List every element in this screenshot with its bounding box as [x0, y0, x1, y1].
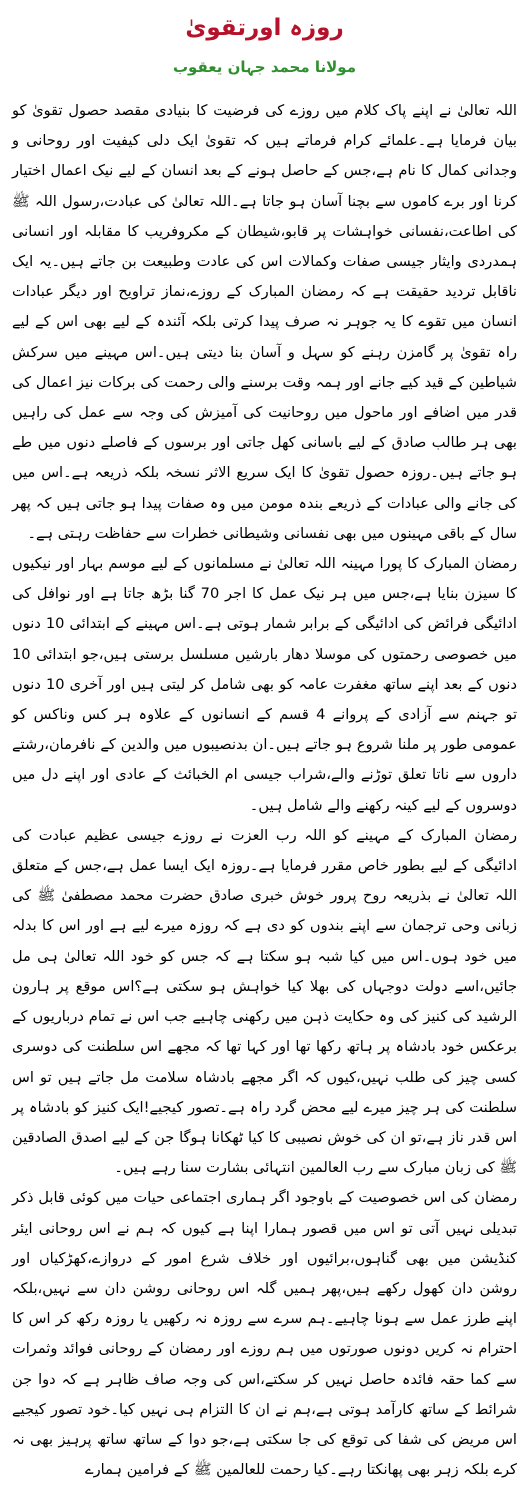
- author-name: مولانا محمد جہان یعقوب: [172, 58, 357, 76]
- paragraph-1: اللہ تعالیٰ نے اپنے پاک کلام میں روزے کی فرضیت کا بنیادی مقصد حصول تقویٰ کو بیان فرمایا ہے۔علمائے کرام فرماتے ہیں کہ تقویٰ ایک دلی کیفیت اور روحانی و وجدانی کمال کا نام ہے،جس کے حاصل ہونے کے بعد انسان کے لیے نیک اعمال اختیار کرنا اور برے کاموں سے بچنا آسان ہو جاتا ہے۔اللہ تعالیٰ کی عبادت،رسول اللہ ﷺ کی اطاعت،نفسانی خواہشات پر قابو،شیطان کے مکروفریب کا مقابلہ اور انسانی ہمدردی وایثار جیسی صفات وکمالات اس کی عادت وطبیعت بن جاتے ہیں۔یہ ایک ناقابل تردید حقیقت ہے کہ رمضان المبارک کے روزے،نماز تراویح اور دیگر عبادات انسان میں تقوے کا یہ جوہر نہ صرف پیدا کرتی بلکہ آئندہ کے لیے بھی اس کے لیے راہ تقویٰ پر گامزن رہنے کو سہل و آسان بنا دیتی ہیں۔اس مہینے میں سرکش شیاطین کے قید کیے جانے اور ہمہ وقت برسنے والی رحمت کی برکات نیز اعمال کی قدر میں اضافے اور ماحول میں روحانیت کی آمیزش کی وجہ سے عمل کی راہیں بھی ہر طالب صادق کے لیے باسانی کھل جاتی اور برسوں کے فاصلے دنوں میں طے ہو جاتے ہیں۔روزہ حصول تقویٰ کا ایک سریع الاثر نسخہ بلکہ ذریعہ ہے۔اس میں کی جانے والی عبادات کے ذریعے بندہ مومن میں وہ صفات پیدا ہو جاتی ہیں کہ پھر سال کے باقی مہینوں میں بھی نفسانی وشیطانی خطرات سے حفاظت رہتی ہے۔: [12, 102, 517, 542]
- paragraph-4: رمضان کی اس خصوصیت کے باوجود اگر ہماری اجتماعی حیات میں کوئی قابل ذکر تبدیلی نہیں آتی تو اس میں قصور ہمارا اپنا ہے کیوں کہ ہم نے اس روحانی ایئر کنڈیشن میں بھی گناہوں،برائیوں اور خلاف شرع امور کے دروازے،کھڑکیاں اور روشن دان کھول رکھے ہیں،پھر ہمیں گلہ اس روحانی روشن دان سے نہیں،بلکہ اپنے طرز عمل سے ہونا چاہیے۔ہم سرے سے روزہ نہ رکھیں یا روزہ رکھ کر اس کا احترام نہ کریں دونوں صورتوں میں ہم روزے اور رمضان کے روحانی فوائد وثمرات سے کما حقہ فائدہ حاصل نہیں کر سکتے،اس کی وجہ صاف ظاہر ہے کہ دوا جن شرائط کے ساتھ کارآمد ہوتی ہے،ہم نے ان کا التزام ہی نہیں کیا۔خود تصور کیجیے اس مریض کی شفا کی توقع کی جا سکتی ہے،جو دوا کے ساتھ ساتھ پرہیز بھی نہ کرے بلکہ زہر بھی پھانکتا رہے۔کیا رحمت للعالمین ﷺ کے فرامین ہمارے: [12, 1189, 517, 1479]
- paragraph-2: رمضان المبارک کا پورا مہینہ اللہ تعالیٰ نے مسلمانوں کے لیے موسم بہار اور نیکیوں کا سیزن بنایا ہے،جس میں ہر نیک عمل کا اجر 70 گنا بڑھ جاتا ہے اور نوافل کی ادائیگی فرائض کی ادائیگی کے برابر شمار ہوتی ہے۔اس مہینے کے ابتدائی 10 دنوں میں خصوصی رحمتوں کی موسلا دھار بارشیں مسلسل برستی ہیں،جو ابتدائی 10 دنوں کے بعد اپنے ساتھ مغفرت عامہ کو بھی شامل کر لیتی ہیں اور آخری 10 دنوں تو جہنم سے آزادی کے پروانے 4 قسم کے انسانوں کے علاوہ ہر کس وناکس کو عمومی طور پر ملنا شروع ہو جاتے ہیں۔ان بدنصیبوں میں والدین کے نافرمان،رشتے داروں سے ناتا تعلق توڑنے والے،شراب جیسی ام الخبائث کے عادی اور اپنے دل میں دوسروں کے لیے کینہ رکھنے والے شامل ہیں۔: [12, 555, 518, 814]
- article-body: [12, 96, 517, 1485]
- paragraph-3: رمضان المبارک کے مہینے کو اللہ رب العزت نے روزے جیسی عظیم عبادت کی ادائیگی کے لیے بطور خاص مقرر فرمایا ہے۔روزہ ایک ایسا عمل ہے،جس کے متعلق اللہ تعالیٰ نے بذریعہ روح پرور خوش خبری صادق حضرت محمد مصطفیٰ ﷺ کی زبانی وحی ترجمان سے اپنے بندوں کو دی ہے کہ روزہ میرے لیے ہے اور اس کا بدلہ میں خود ہوں۔اس میں کیا شبہ ہو سکتا ہے کہ جس کو خود اللہ تعالیٰ ہی مل جائیں،اسے دولت دوجہاں کی بھلا کیا خواہش ہو سکتی ہے؟اس موقع پر ہارون الرشید کی کنیز کی وہ حکایت ذہن میں رکھنی چاہیے جب اس نے تمام درباریوں کے برعکس خود بادشاہ پر ہاتھ رکھا تھا اور کہا تھا کہ مجھے اس سلطنت کی دوسری کسی چیز کی طلب نہیں،کیوں کہ اگر مجھے بادشاہ سلامت مل جاتے ہیں تو اس سلطنت کی ہر چیز میرے لیے محض گرد راہ ہے۔تصور کیجیے!ایک کنیز کو بادشاہ پر اس قدر ناز ہے،تو ان کی خوش نصیبی کا کیا ٹھکانا ہوگا جن کے لیے اصدق الصادقین ﷺ کی زبان مبارک سے رب العالمین انتہائی بشارت سنا رہے ہیں۔: [12, 826, 517, 1177]
- article-title: روزہ اورتقویٰ: [185, 15, 344, 41]
